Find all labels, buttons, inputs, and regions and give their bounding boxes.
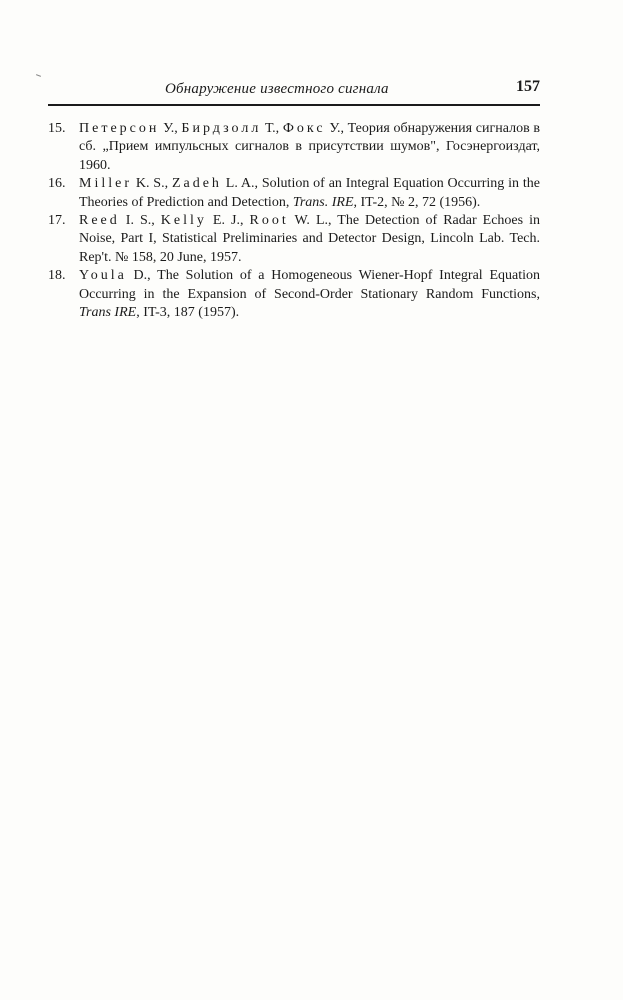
reference-item — [48, 120, 540, 175]
author-surname: Youla — [79, 268, 127, 284]
author-surname: Root — [249, 213, 289, 229]
author-surname: Петерсон — [79, 121, 160, 136]
reference-fragment: L. A., Solution of an Integral Equation Occurring in the Theories of Prediction and Detection, — [79, 176, 540, 210]
page-number: 157 — [516, 78, 540, 95]
reference-fragment: K. S., — [132, 176, 172, 192]
reference-number: 16. — [48, 176, 66, 192]
reference-fragment: Т., — [261, 121, 283, 136]
reference-fragment: У., Теория обнаружения сигналов в сб. „Прием импульсных сигналов в присутствии шумов", Госэнергоиздат, 1960. — [79, 121, 540, 173]
reference-item — [48, 267, 540, 322]
author-surname: Kelly — [160, 213, 207, 229]
reference-fragment: W. L., The Detection of Radar Echoes in Noise, Part I, Statistical Preliminaries and Detector Design, Lincoln Lab. Tech. Rep't. № 158, 20 June, 1957. — [79, 213, 540, 265]
reference-number: 17. — [48, 213, 66, 229]
reference-fragment: D., The Solution of a Homogeneous Wiener-Hopf Integral Equation Occurring in the Expansion of Second-Order Stationary Random Functions, — [79, 268, 540, 302]
reference-text — [79, 212, 540, 267]
author-surname: Zadeh — [171, 176, 222, 192]
running-title: Обнаружение известного сигнала — [165, 81, 389, 97]
author-surname: Бирдзолл — [181, 121, 262, 136]
reference-number: 18. — [48, 268, 66, 284]
reference-fragment: , IT-2, № 2, 72 (1956). — [353, 194, 481, 210]
reference-text — [79, 120, 540, 175]
reference-fragment: E. J., — [206, 213, 250, 229]
reference-fragment: I. S., — [119, 213, 161, 229]
reference-item — [48, 175, 540, 212]
reference-text — [79, 175, 540, 212]
author-surname: Miller — [79, 176, 132, 192]
reference-fragment: , IT-3, 187 (1957). — [136, 305, 240, 321]
reference-text — [79, 267, 540, 322]
stray-print-mark — [36, 74, 41, 77]
journal-title: Trans IRE — [79, 305, 137, 321]
journal-title: Trans. IRE — [292, 194, 354, 210]
reference-number: 15. — [48, 121, 66, 136]
header-rule — [48, 104, 540, 106]
author-surname: Reed — [79, 213, 120, 229]
author-surname: Фокс — [282, 121, 326, 136]
reference-item — [48, 212, 540, 267]
reference-fragment: У., — [159, 121, 182, 136]
page-header — [48, 78, 540, 106]
reference-list — [48, 120, 540, 322]
